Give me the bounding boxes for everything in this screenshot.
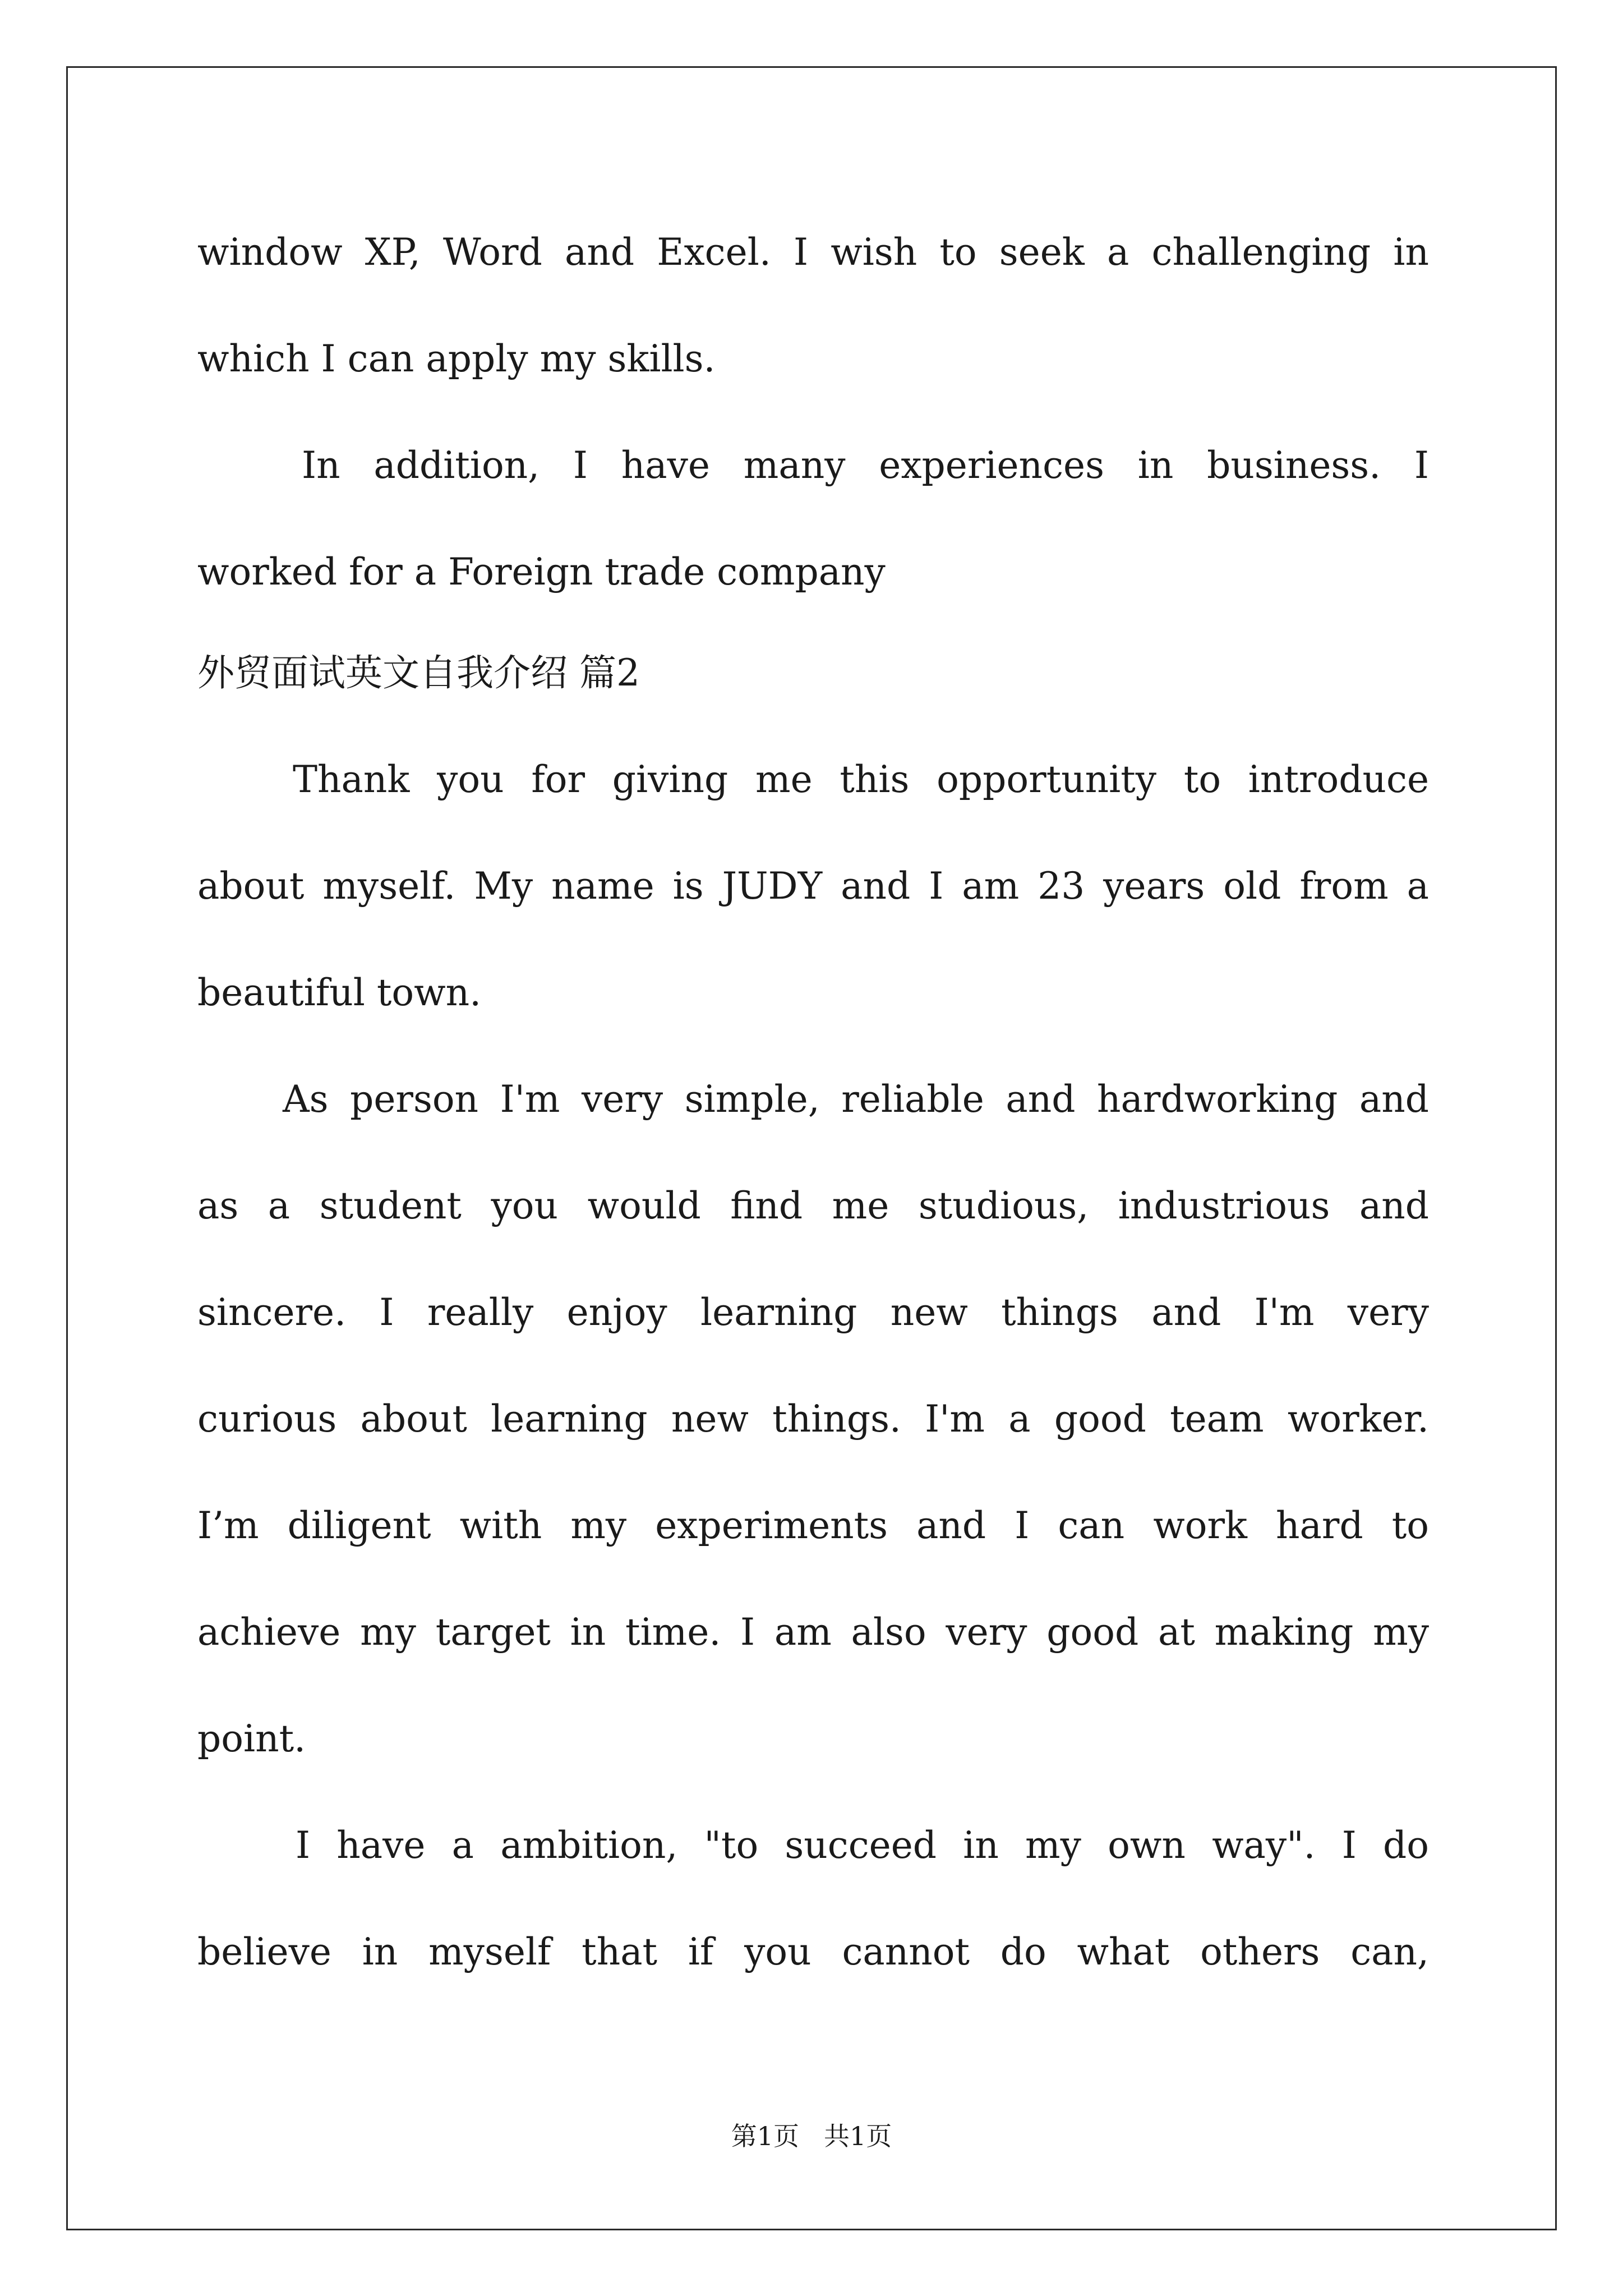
text-line-4: worked for a Foreign trade company bbox=[197, 550, 886, 593]
page-border bbox=[66, 66, 1557, 2230]
text-line-16: I have a ambition, "to succeed in my own way". I do bbox=[296, 1824, 1429, 1867]
text-line-6: Thank you for giving me this opportunity to introduce bbox=[293, 758, 1429, 801]
text-line-2: which I can apply my skills. bbox=[197, 337, 716, 380]
text-line-8: beautiful town. bbox=[197, 971, 482, 1014]
page-number: 第1页 bbox=[731, 2121, 800, 2151]
text-line-13: I’m diligent with my experiments and I can work hard to bbox=[197, 1504, 1429, 1547]
text-line-1: window XP, Word and Excel. I wish to seek a challenging in bbox=[197, 231, 1429, 274]
section-heading: 外贸面试英文自我介绍 篇2 bbox=[197, 651, 640, 694]
page-total: 共1页 bbox=[823, 2121, 892, 2151]
text-line-7: about myself. My name is JUDY and I am 23 years old from a bbox=[197, 864, 1429, 908]
text-line-11: sincere. I really enjoy learning new things and I'm very bbox=[197, 1291, 1429, 1334]
text-line-17: believe in myself that if you cannot do what others can, bbox=[197, 1930, 1429, 1973]
text-line-10: as a student you would find me studious, industrious and bbox=[197, 1184, 1429, 1227]
page-footer bbox=[0, 2120, 1623, 2152]
text-line-15: point. bbox=[197, 1717, 306, 1760]
text-line-14: achieve my target in time. I am also very good at making my bbox=[197, 1611, 1429, 1654]
text-line-9: As person I'm very simple, reliable and hardworking and bbox=[283, 1078, 1429, 1121]
text-line-12: curious about learning new things. I'm a good team worker. bbox=[197, 1397, 1429, 1441]
text-line-3: In addition, I have many experiences in business. I bbox=[302, 444, 1429, 487]
